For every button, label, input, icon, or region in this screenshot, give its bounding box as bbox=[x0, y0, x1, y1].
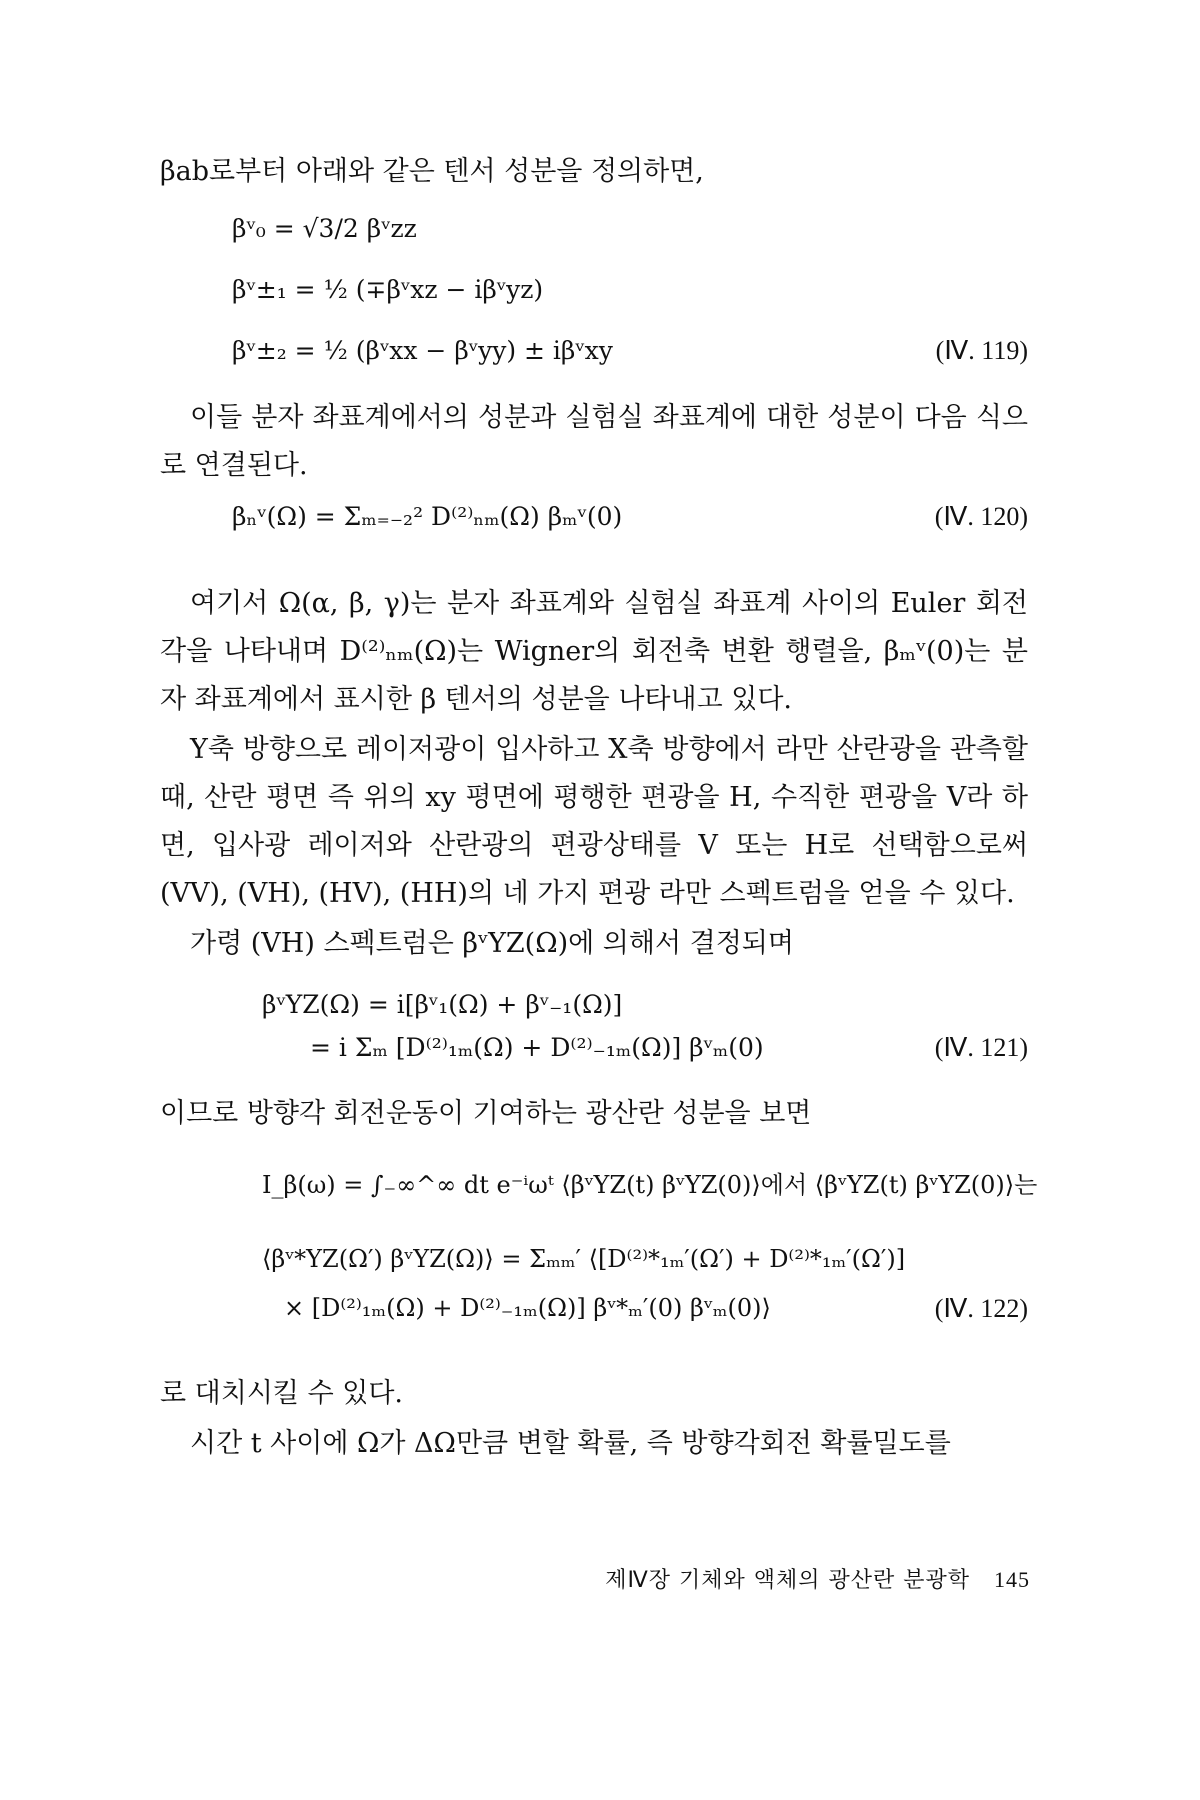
equation-number-121: (Ⅳ. 121) bbox=[934, 1033, 1028, 1062]
paragraph-probability: 시간 t 사이에 Ω가 ΔΩ만큼 변할 확률, 즉 방향각회전 확률밀도를 bbox=[190, 1428, 951, 1459]
paragraph-euler: 여기서 Ω(α, β, γ)는 분자 좌표계와 실험실 좌표계 사이의 Euler 회전각을 나타내며 D⁽²⁾ₙₘ(Ω)는 Wigner의 회전축 변환 행렬을, βₘᵛ(0)는 분자 좌표계에서 표시한 β 텐서의 성분을 나타내고 있다. bbox=[160, 588, 1028, 715]
equation-number-119: (Ⅳ. 119) bbox=[935, 336, 1028, 365]
paragraph-replace: 로 대치시킬 수 있다. bbox=[160, 1378, 403, 1409]
page-number: 145 bbox=[994, 1567, 1030, 1592]
equation-119-line3: βᵛ±₂ = ½ (βᵛxx − βᵛyy) ± iβᵛxy bbox=[232, 336, 613, 365]
equation-122-line1: I_β(ω) = ∫₋∞^∞ dt e⁻ⁱωᵗ ⟨βᵛYZ(t) βᵛYZ(0)⟩에서 ⟨βᵛYZ(t) βᵛYZ(0)⟩는 bbox=[262, 1171, 1038, 1199]
equation-122-line3: × [D⁽²⁾₁ₘ(Ω) + D⁽²⁾₋₁ₘ(Ω)] βᵛ*ₘ′(0) βᵛₘ(0)⟩ bbox=[284, 1294, 771, 1322]
paragraph-connection: 이들 분자 좌표계에서의 성분과 실험실 좌표계에 대한 성분이 다음 식으로 연결된다. bbox=[160, 402, 1028, 481]
equation-number-122: (Ⅳ. 122) bbox=[934, 1294, 1028, 1323]
paragraph-polarization: Y축 방향으로 레이저광이 입사하고 X축 방향에서 라만 산란광을 관측할 때, 산란 평면 즉 위의 xy 평면에 평행한 편광을 H, 수직한 편광을 V라 하면, 입사광 레이저와 산란광의 편광상태를 V 또는 H로 선택함으로써 (VV), (VH), (HV), (HH)의 네 가지 편광 라만 스펙트럼을 얻을 수 있다. bbox=[160, 734, 1028, 909]
equation-122-line2: ⟨βᵛ*YZ(Ω′) βᵛYZ(Ω)⟩ = Σₘₘ′ ⟨[D⁽²⁾*₁ₘ′(Ω′) + D⁽²⁾*₁ₘ′(Ω′)] bbox=[262, 1245, 906, 1273]
paragraph-vh-spectrum: 가령 (VH) 스펙트럼은 βᵛYZ(Ω)에 의해서 결정되며 bbox=[190, 928, 794, 959]
equation-119-line1: βᵛ₀ = √3/2 βᵛzz bbox=[232, 214, 417, 243]
chapter-title: 제Ⅳ장 기체와 액체의 광산란 분광학 bbox=[605, 1568, 970, 1593]
equation-121-line1: βᵛYZ(Ω) = i[βᵛ₁(Ω) + βᵛ₋₁(Ω)] bbox=[262, 990, 623, 1019]
page-footer bbox=[605, 1563, 1030, 1594]
equation-121-line2: = i Σₘ [D⁽²⁾₁ₘ(Ω) + D⁽²⁾₋₁ₘ(Ω)] βᵛₘ(0) bbox=[310, 1033, 764, 1062]
equation-number-120: (Ⅳ. 120) bbox=[934, 502, 1028, 531]
equation-119-line2: βᵛ±₁ = ½ (∓βᵛxz − iβᵛyz) bbox=[232, 275, 544, 304]
paragraph-rotational: 이므로 방향각 회전운동이 기여하는 광산란 성분을 보면 bbox=[160, 1098, 812, 1129]
equation-120: βₙᵛ(Ω) = Σₘ₌₋₂² D⁽²⁾ₙₘ(Ω) βₘᵛ(0) bbox=[232, 502, 623, 531]
paragraph-intro: βab로부터 아래와 같은 텐서 성분을 정의하면, bbox=[160, 156, 704, 187]
